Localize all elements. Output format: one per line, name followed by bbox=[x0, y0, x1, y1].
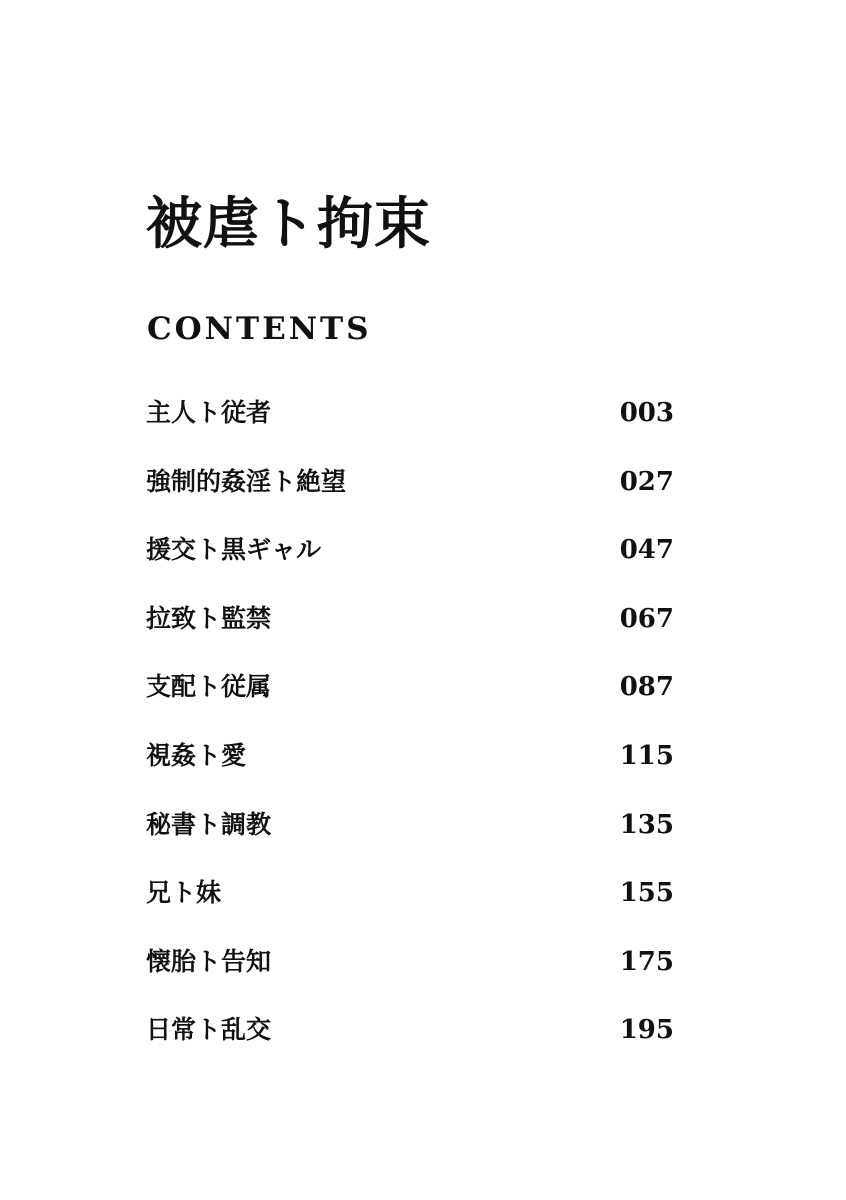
toc-entry-title: 主人ト従者 bbox=[146, 398, 272, 427]
toc-entry-title: 拉致ト監禁 bbox=[146, 603, 272, 633]
toc-entry bbox=[146, 530, 676, 599]
toc-entry-page: 047 bbox=[619, 535, 674, 566]
toc-entry-page: 067 bbox=[619, 603, 674, 634]
toc-entry bbox=[146, 805, 676, 874]
contents-heading: CONTENTS bbox=[147, 311, 372, 347]
toc-entry-title: 秘書ト調教 bbox=[146, 809, 272, 839]
toc-entry bbox=[146, 1010, 676, 1079]
toc-entry bbox=[146, 599, 676, 668]
toc-entry-page: 115 bbox=[619, 740, 674, 771]
toc-entry-title: 援交ト黒ギャル bbox=[146, 535, 322, 565]
toc-entry bbox=[146, 393, 676, 462]
toc-entry bbox=[146, 667, 676, 736]
toc-entry-page: 155 bbox=[619, 878, 674, 909]
toc-entry bbox=[146, 873, 676, 942]
toc-entry-page: 175 bbox=[619, 946, 674, 977]
toc-entry bbox=[146, 942, 676, 1011]
toc-entry bbox=[146, 736, 676, 805]
toc-entry-page: 003 bbox=[619, 398, 674, 428]
toc-entry-page: 135 bbox=[619, 809, 674, 840]
toc-entry-title: 強制的姦淫ト絶望 bbox=[146, 466, 347, 496]
toc-entry-title: 兄ト妹 bbox=[146, 878, 222, 908]
toc-entry-page: 195 bbox=[619, 1015, 674, 1046]
toc-entry-title: 視姦ト愛 bbox=[146, 740, 247, 770]
toc-entry-page: 087 bbox=[619, 672, 674, 703]
book-title: 被虐ト拘束 bbox=[146, 191, 431, 257]
table-of-contents bbox=[146, 393, 676, 1079]
toc-entry-title: 懐胎ト告知 bbox=[146, 946, 272, 976]
toc-entry-title: 日常ト乱交 bbox=[146, 1015, 272, 1045]
toc-entry-title: 支配ト従属 bbox=[146, 672, 272, 702]
toc-entry-page: 027 bbox=[619, 466, 674, 497]
toc-entry bbox=[146, 462, 676, 531]
